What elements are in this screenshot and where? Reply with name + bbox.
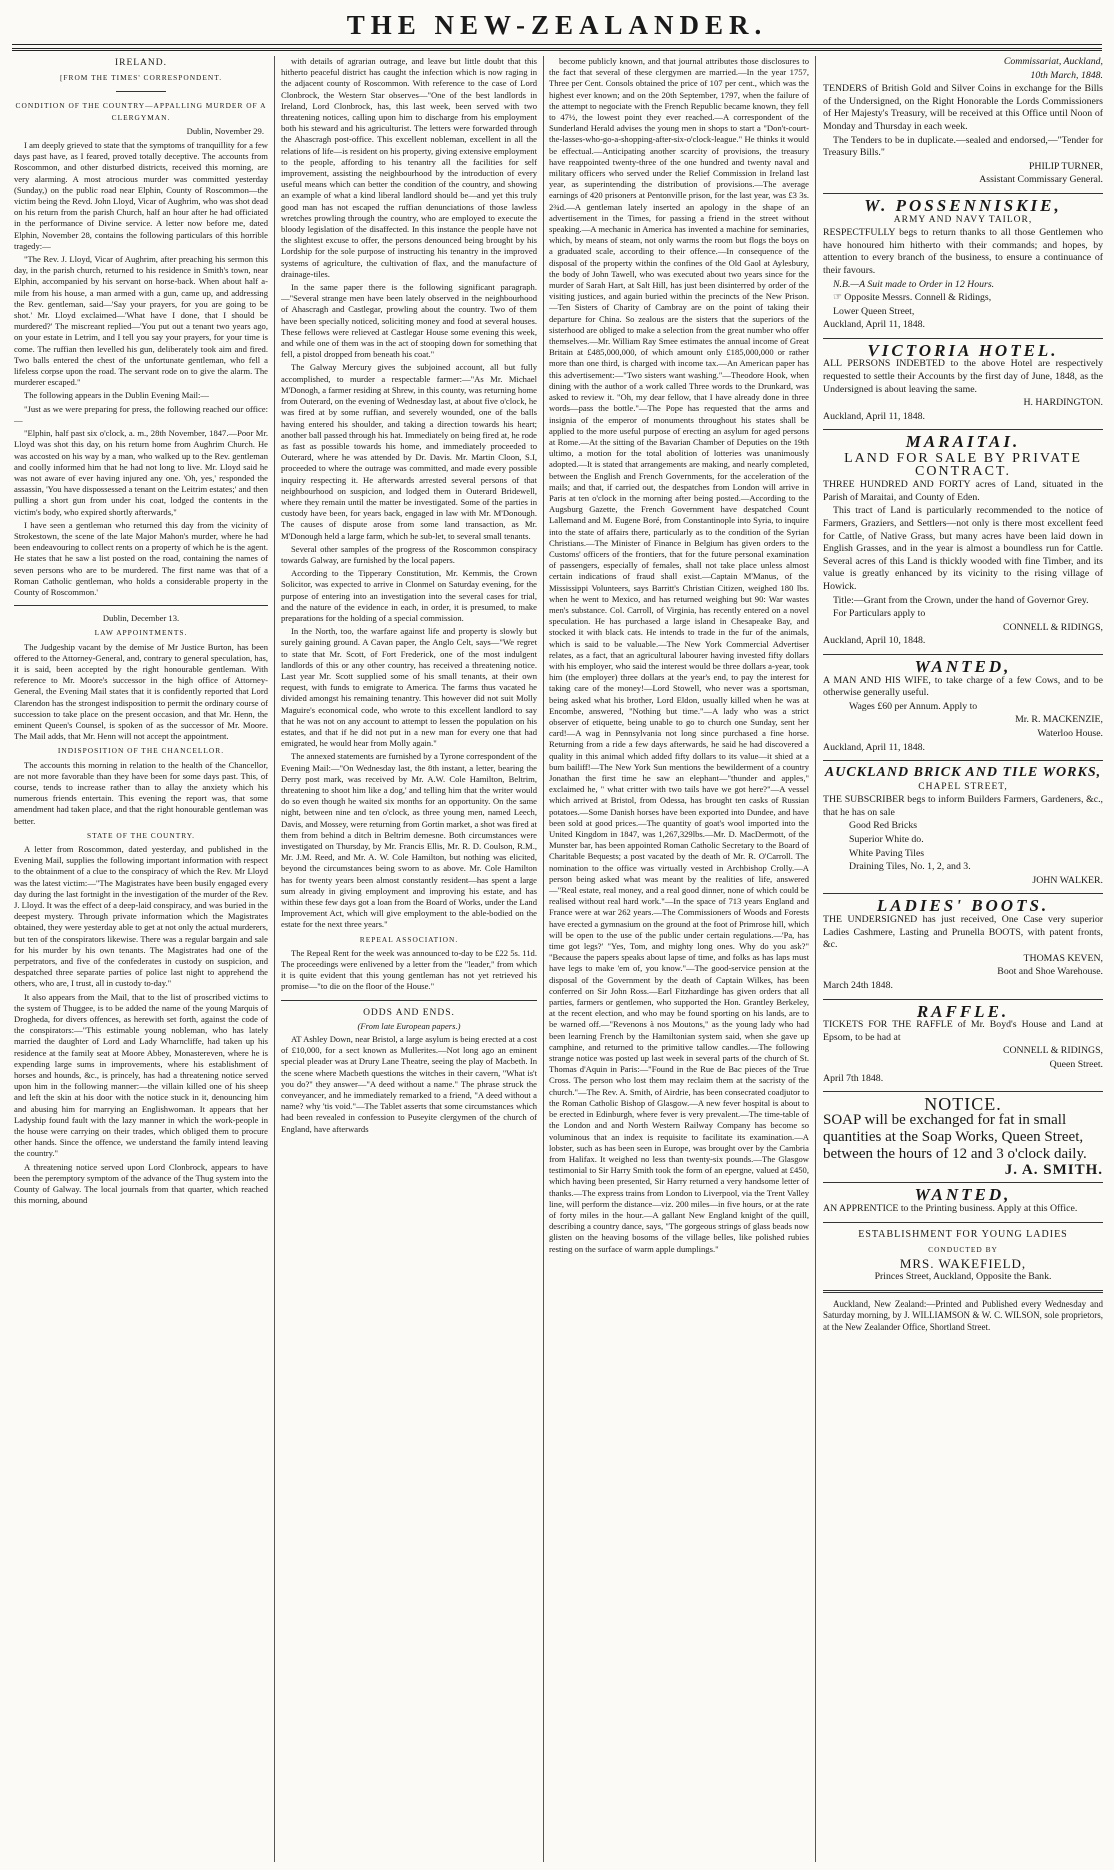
ad-title: NOTICE. [924,1094,1002,1115]
ad-title: MARAITAI. [905,432,1021,452]
paragraph: In the North, too, the warfare against life and property is slowly but surely gaining ground. A Cavan paper, the Anglo Celt, says—"We regret to state that Mr. Scott, of Fort Frederick, one of the most indulgent landlords of this or any other country, has received a threatening notice. Last year Mr. Scott supplied some of his small tenants, at their own request, with funds to emigrate to America. The farms thus vacated he divided amongst his remaining tenantry. This however did not suit Molly Maguire's economical code, who wrote to this excellent landlord to say that he was not on any account to attempt to lessen the population on his estates, and that if he did not put in a new man for every one that had emigrated, he would hear from Molly again." [281,626,537,749]
paragraph: The accounts this morning in relation to the health of the Chancellor, are not more favorable than they have been for some days past. This, of course, tends to increase rather than to allay the anxiety which his numerous friends entertain. This evening the report was, that some amendment had taken place, and that the right honourable gentleman was better. [14,759,268,826]
ad-address: ☞ Opposite Messrs. Connell & Ridings, [833,292,992,304]
printer-imprint: Auckland, New Zealand:—Printed and Published every Wednesday and Saturday morning, by J. WILLIAMSON & W. C. WILSON, sole proprietors, at the New Zealander Office, Shortland Street. [823,1298,1103,1332]
ad-wages: Wages £60 per Annum. Apply to [849,700,978,712]
ad-body: THREE HUNDRED AND FORTY acres of Land, situated in the Parish of Maraitai, and County of Eden. [823,479,1103,503]
ad-name: MRS. WAKEFIELD, [899,1255,1027,1271]
paragraph: It also appears from the Mail, that to the list of proscribed victims to the system of Thuggee, is to be added the name of the young Marquis of Drogheda, for divers offences, as herewith set forth, against the code of the conspirators:—"This estimable young nobleman, who has lately married the daughter of Lord and Lady Wharncliffe, had taken up his residence at the family seat at Moore Abbey, Monastereven, where he is expending large sums in improvements, where his establishment of horses and hounds, &c., is princely, has had a threatening notice served upon him in the following manner:—the villain killed one of his sheep and left the skin at his door with the notice stuck in it, denouncing him and abusing him for marrying an Englishwoman. It appears that her Ladyship found fault with the lazy manner in which the work-people in the house were carrying on their trades, which obliged them to procure other hands. Since the offence, we understand the family intend leaving the country." [14,991,268,1159]
ad-separator [823,338,1103,339]
ad-separator [823,1290,1103,1293]
ad-body: Title:—Grant from the Crown, under the hand of Governor Grey. [833,594,1089,606]
ad-item: Superior White do. [849,834,924,846]
ad-maraitai [823,432,1103,648]
ad-date: Auckland, April 11, 1848. [823,410,925,422]
ad-victoria-hotel [823,340,1103,424]
ad-possenniskie [823,195,1103,332]
ad-subtitle: LAND FOR SALE BY PRIVATE CONTRACT. [844,451,1082,479]
column-divider [815,56,816,1862]
ad-separator [823,193,1103,194]
ad-signer: CONNELL & RIDINGS, [1002,621,1103,633]
ad-signer-address: Boot and Shoe Warehouse. [997,966,1103,978]
paragraph: The Repeal Rent for the week was announced to-day to be £22 5s. 11d. The proceedings were enlivened by a letter from the "leader," from which it is quite evident that this young gentleman has not yet retrieved his promise—"to die on the floor of the House." [281,947,537,992]
ad-date: Auckland, April 11, 1848. [823,741,925,753]
paragraph: The annexed statements are furnished by a Tyrone correspondent of the Evening Mail:—"On Wednesday last, the 8th instant, a letter, bearing the Derry post mark, was received by Mr. A.W. Cole Hamilton, Beltrim, threatening to shoot him like a dog,' and telling him that the writer would do so even though he waited six months for an opportunity. On the same night, between nine and ten o'clock, as three young men, named Leech, Davis, and Mossey, were returning from Gortin market, a shot was fired at them from behind a ditch in Beltrim demesne. Both circumstances were investigated on Thursday, by Mr. Francis Ellis, Mr. R. D. Coulson, R.M., Mr. J.M. Reed, and Mr. A. W. Cole Hamilton, but nothing was elicited, beyond the circumstances being sworn to as above. Mr. Cole Hamilton has for twenty years been almost constantly resident—has spent a large sum already in giving employment and improving his estate, and has within these few days got a loan from the Board of Works, under the Land Improvement Act, which will give employment to the able-bodied on the estate for the next three years." [281,751,537,930]
ad-body: For Particulars apply to [833,608,926,620]
ad-signer: THOMAS KEVEN, [1023,952,1103,964]
dateline: Dublin, December 13. [102,613,180,624]
column-divider [543,56,544,1862]
ad-title: VICTORIA HOTEL. [867,340,1059,360]
ad-body: TENDERS of British Gold and Silver Coins in exchange for the Bills of the Undersigned, on the Right Honorable the Lords Commissioners of Her Majesty's Treasury, will be received at this Office until Noon of Monday and Thursday in each week. [823,83,1103,132]
ad-body: RESPECTFULLY begs to return thanks to all those Gentlemen who have honoured him hitherto with their commands; and hopes, by attention to every branch of the business, to ensure a continuance of their favours. [823,227,1103,276]
separator [281,1000,537,1001]
ad-soap-notice [823,1094,1103,1178]
subheading: CONDITION OF THE COUNTRY—APPALLING MURDER OF A CLERGYMAN. [15,101,267,122]
paragraph: A threatening notice served upon Lord Clonbrock, appears to have been the peremptory symptom of the advance of the Thug system into the County of Galway. The local journals from that quarter, which reached this morning, abound [14,1161,268,1206]
masthead-rule [12,44,1102,45]
column-odds-and-ends [549,56,809,1862]
ad-commissariat [823,56,1103,187]
ad-signer-address: Waterloo House. [1037,727,1103,739]
paragraph: A letter from Roscommon, dated yesterday, and published in the Evening Mail, supplies the following important information with respect to the obtainment of a clue to the conspiracy of which the Rev. Mr Lloyd was the latest victim:—"The Magistrates have been busily engaged every day during the last fortnight in the investigation of the murder of the Rev. J. Lloyd. It was the effect of a deep-laid conspiracy, and was buried in the deepest mystery. Through private information which the Magistrates obtained, they were yesterday able to get at not only the actual murderers, but ten of the conspirators likewise. There was a regular bargain and sale for his murder by his own tenants. The Magistrates had one of the perpetrators, and five of the confederates in custody on suspicion, and despatched three separate parties of police last night to apprehend the others, who are, I trust, all in custody to-day." [14,844,268,989]
ad-body: TICKETS FOR THE RAFFLE of Mr. Boyd's House and Land at Epsom, to be had at [823,1019,1103,1043]
ad-note: N.B.—A Suit made to Order in 12 Hours. [833,278,995,290]
ad-body: ALL PERSONS INDEBTED to the above Hotel are respectively requested to settle their Accounts by the first day of June, 1848, as the Undersigned is about leaving the same. [823,358,1103,395]
ad-title: WANTED, [914,656,1012,676]
paragraph: In the same paper there is the following significant paragraph.—"Several strange men have been lately observed in the neighbourhood of Ahascragh and Castlegar, prowling about the country. Two of them have been specially noticed, soliciting money and food at several houses. These fellows were relieved at Castlegar House some evening this week, and while one of them was in the act of stooping down for something that fell, a pistol dropped from beneath his coat." [281,282,537,360]
ad-place: Commissariat, Auckland, [1003,56,1103,67]
ad-conducted-by: CONDUCTED BY [928,1245,998,1255]
ad-raffle [823,1001,1103,1086]
newspaper-title: THE NEW-ZEALANDER. [346,10,768,40]
column-ireland-continued [281,56,537,1862]
ad-brick-works [823,767,1103,887]
section-source: (From late European papers.) [357,1020,461,1031]
ad-title: LADIES' BOOTS. [876,896,1050,916]
ad-date: Auckland, April 11, 1848. [823,319,925,331]
ad-signer-title: Assistant Commissary General. [979,174,1103,186]
ad-body: SOAP will be exchanged for fat in small quantities at the Soap Works, Queen Street, between the hours of 12 and 3 o'clock daily. [823,1111,1087,1162]
dateline: Dublin, November 29. [186,125,264,136]
paragraph: The Galway Mercury gives the subjoined account, all but fully accomplished, to murder a respectable farmer:—"As Mr. Michael M'Donogh, a farmer residing at Shrew, in this county, was returning home from Outerard, on the evening of Wednesday last, at about five o'clock, he was fired at by some ruffian, and severely wounded, one of the balls having entered his shoulder, and taking a direction towards his heart; another ball passed through his hat. Immediately on being fired at, he rode as fast as possible towards his home, and immediately proceeded to Outerard, where he was attended by Dr. Davis. Mr. Martin Cloon, S.I, proceeded to where the outrage was committed, and made every possible inquiry respecting it. He afterwards arrested several persons of that neighbourhood on suspicion, and lodged them in Outerard Bridewell, where they remain until the matter be investigated. Some of the parties in custody have been, for years back, engaged in law with Mr. M'Donough. The causes of dispute arose from some land transaction, as Mr. M'Donough held a large farm, which he sub-let, to several small tenants. [281,362,537,541]
ad-signer: PHILIP TURNER, [1028,160,1103,172]
ad-date: April 7th 1848. [823,1072,884,1084]
ad-item: Draining Tiles, No. 1, 2, and 3. [849,861,971,873]
ad-separator [823,1091,1103,1092]
subheading: INDISPOSITION OF THE CHANCELLOR. [57,746,225,756]
ad-signer: H. HARDINGTON. [1023,397,1103,409]
paragraph: Several other samples of the progress of the Roscommon conspiracy towards Galway, are furnished by the local papers. [281,543,537,565]
ad-separator [823,760,1103,761]
subheading: REPEAL ASSOCIATION. [359,934,459,944]
ad-title: W. POSSENNISKIE, [864,195,1062,215]
source-line: [FROM THE TIMES' CORRESPONDENT. [59,73,223,83]
masthead [0,0,1114,50]
paragraph: "Elphin, half past six o'clock, a. m., 28th November, 1847.—Poor Mr. Lloyd was shot this day, on his return home from Aughrim Church. He was accosted on his way by a man, who walked up to the Rev. gentleman and coolly informed him that he had not long to live. Mr. Lloyd said he was not aware of ever having injured any one. 'Oh, yes,' responded the assassin, 'You have dispossessed a tenant on the Leitrim estates;' and then pulling a short gun from under his coat, lodged the contents in the victim's body, who expired shortly afterwards," [14,428,268,517]
ad-item: White Paving Tiles [849,847,925,859]
ad-ladies-boots [823,896,1103,992]
paragraph: The Judgeship vacant by the demise of Mr Justice Burton, has been offered to the Attorney-General, and, contrary to general speculation, has, it is said, been accepted by the right honourable gentleman. With reference to Mr. Moore's successor in the high office of Attorney-General, the Evening Mail states that it is confidently reported that Lord Clarendon has the strongest indisposition to permit the ordinary course of succession to take place on the present occasion, and that Mr. Henn, the eminent Queen's Counsel, is spoken of as the successor of Mr. Moore. The Mail adds, that Mr. Henn will not accept the appointment. [14,641,268,742]
subheading: LAW APPOINTMENTS. [94,628,188,638]
ad-separator [823,429,1103,430]
ad-separator [823,1182,1103,1183]
paragraph: I have seen a gentleman who returned this day from the vicinity of Strokestown, the scene of the late Major Mahon's murder, where he had been endeavouring to collect rents on a property of which he is the agent. He states that he saw a list posted on the road, containing the names of seven persons who are to be murdered. The first name was that of a Roman Catholic gentleman, who holds a considerable property in the County of Roscommon.' [14,519,268,597]
ad-signer: CONNELL & RIDINGS, [1002,1045,1103,1057]
paragraph: I am deeply grieved to state that the symptoms of tranquillity for a few days past have, as I feared, proved totally deceptive. The accounts from Roscommon, and other disturbed districts, received this morning, are very alarming. A most atrocious murder was committed yesterday (Sunday,) on the public road near Elphin, County of Roscommon—the victim being the Revd. John Lloyd, Vicar of Aughrim, who was shot dead on his return from the parish Church, half an hour after he had officiated in the performance of Divine service. A letter now before me, dated Elphin, November 28, contains the following particulars of this horrible tragedy:— [14,140,268,251]
paragraph: AT Ashley Down, near Bristol, a large asylum is being erected at a cost of £10,000, for a sect known as Mullerites.—Not long ago an eminent special pleader was at Drury Lane Theatre, seeing the play of Macbeth. In the scene where Macbeth questions the witches in their cavern, "What is't you do?" they answer—"A deed without a name." The phrase struck the conveyancer, and he immediately remarked to a friend, "A deed without a name? why 'tis void."—The Tablet asserts that some circumstances which had been revealed in confession to Puseyite clergymen of the church of England, have afterwards [281,1034,537,1134]
ad-address: Lower Queen Street, [833,305,915,317]
paragraph: According to the Tipperary Constitution, Mr. Kemmis, the Crown Solicitor, was expected to arrive in Clonmel on Saturday evening, for the purpose of entering into an investigation into the several cases for trial, and the nature of the evidence in each, in order, it is presumed, to make preparations for the holding of a special commission. [281,568,537,623]
ad-title: AUCKLAND BRICK AND TILE WORKS, [824,765,1102,781]
paragraph: become publicly known, and that journal attributes those disclosures to the fact that several of these clergymen are married.—In the year 1757, Three per Cent. Consols obtained the price of 107 per cent., which was the highest ever known; and on the 20th September, 1797, when the failure of the attempt to negociate with the French Republic became known, they fell to 47½, the lowest point they ever reached.—A correspondent of the Sunderland Herald advises the young men in shops to start a "Don't-court-the-lasses-who-go-a-shopping-after-six-o'clock-league." He thinks it would be effectual.—Anticipating another scarcity of provisions, the treasury have reappointed twenty-three of the one hundred and twenty naval and military officers who served under the Relief Commission in Ireland last year, as superintending the distribution of provisions.—The average earnings of 420 prisoners at Pentonville prison, for the last year, was £3 3s. 2¾d.—A gentleman lately inserted an apology in the shape of an advertisement in the Times, for passing a friend in the street without speaking.—A mechanic in America has invented a machine for seminaries, which, by means of steam, not only warms the room but flogs the boys on a graduated scale, according to their offence.—In consequence of the disposal of the property within the confines of the Old Gaol at Aylesbury, the body of John Tawell, who was executed about two years since for the murder of Sarah Hart, at Salt Hill, has just been disinterred by order of the visiting justices, and again buried within the precincts of the New Prison.—Ten Sisters of Charity of Cambray are on the point of taking their departure for China. So zealous are the sisters that the superiors of the sisterhood are obliged to make a selection from the great number who offer themselves.—Mr. William Ray Smee estimates the annual income of Great Britain at £485,000,000, of which amount only £185,000,000 or rather more than one third, is charged with income tax.—An American paper has this advertisement:—"Two sisters want washing."—Theodore Hook, when dining with the author of a work called Three words to the Drunkard, was asked to review it. "Oh, my dear fellow, that I have already done in three words—pass the bottle."—The Pope has requested that the arms and insignia of the emperor of monuments throughout his states shall be applied to the more useful purpose of erecting an asylum for aged persons at Rome.—At the sitting of the Bavarian Chamber of Deputies on the 19th ultimo, a motion for the total abolition of lotteries was unanimously adopted.—It is stated that arrangements are making, and nearly completed, between the English and French Governments, for the acceleration of the mails; and that, if carried out, the despatches from London will arrive in Paris at ten o'clock in the morning after being posted.—According to the Augsburg Gazette, the French Government have despatched Count Lallemand and M. Eugene Boré, from Constantinople into Syria, to inquire into the state of affairs there, particularly as to the condition of the Syrian Christians.—The Minister of Finance in Belgium has given orders to the Customs' officers of the frontiers, that for the future personal examination of passengers, especially of females, shall not take place unless almost certain indications of fraud shall exist.—Captain M'Manus, of the Mississippi Volunteers, says Barritt's Christian Citizen, weighed 180 lbs. when he went to Mexico, and has returned weighing but 90: War wastes men's substance. Col. Carroll, of Virginia, has recently entered on a novel speculation. He has purchased a large island in Chesapeake Bay, and stocked it with black cats. He intends to trade in the fur of the animals, which is said to be valuable.—The New York Commercial Advertiser relates, as a fact, that an agricultural labourer having invested fifty dollars with his employer, who said the interest would be three dollars a-year, took him (the employer) three dollars at the year's end, to pay the interest for taking care of the money!—Lord Stowell, who never was a sportsman, being asked what his brother, Lord Eldon, usually killed when he was at Encombe, answered, "Nothing but time."—A lady who was a strict observer of etiquette, being unable to go to church one Sunday, sent her card!—A wag in Pennsylvania not long since purchased a fine horse. Returning from a ride a few days afterwards, he said he had discovered a quality in this animal which added fifty dollars to its value—it shied at a bum bailiff!—The New York Sun mentions the bewilderment of a country Jonathan the first time he saw an elephant—"thunder and apples," exclaimed he, " what critter with two tails have we got here?"—A vessel which arrived at Bristol, from Odessa, has brought ten casks of Russian potatoes.—Some Danish horses have been exported into Dundee, and have been sold at good prices.—The quantity of goat's wool imported into the United Kingdom in 1847, was 1,267,329lbs.—Mr. D. MacDermott, of the Munster bar, has been appointed Roman Catholic Secretary to the Board of Charitable Bequests; a post vacated by the death of Mr. R. O'Carroll. The nomination to the office was virtually vested in Archbishop Crolly.—A person being asked what was meant by the realities of life, answered—"Real estate, real money, and a real good dinner, none of which could be realised without real hard work."—In the space of 713 years England and France were at war 262 years.—The Commissioners of Woods and Forests have erected a gymnasium on the ground at the foot of Primrose hill, which will be open to the use of the public under certain regulations.—'Pa, has time got legs?' "Yes, Tom, and mighty long ones. Why do you ask?" "Because the papers speaks about lapse of time, and folks as has laps must have legs to make 'em of, you know."—The good-service pension at the disposal of the Government by the death of Captain Wilkes, has been conferred on Sir John Ross.—Earl Fitzhardinge has given orders that all parties, farmers or gentlemen, who supported the Hon. Grantley Berkeley, at the recent election, and who may be found sporting on his lands, are to be warned off.—"Revenons à nos Moutons," as the young lady who had been learning French by the Hamiltonian system said, when she gave up camphine, and returned to the primitive tallow candles.—The following strange notice was posted up last week in several parts of the church of St. Thomas d'Aquin in Paris:—"Found in the Rue de Bac pieces of the True Cross. The person who lost them may reclaim them at the sacristy of the church."—The Rev. A. Smith, of Airdrie, has been consecrated coadjutor to the Roman Catholic Bishop of Glasgow.—A new fever hospital is about to be erected in Edinburgh, where fever is very prevalent.—The time-table of the London and and North Western Railway Company has become so voluminous that an index is requisite to facilitate its examination.—A lobster, such as has been seen in Europe, was brought over by the Cambria from Halifax. It weighed no less than twenty-six pounds.—The Glasgow testimonial to Sir Harry Smith took the form of an epergne, valued at £450, which having been presented, Sir Harry returned a very handsome letter of thanks.—The express trains from London to Liverpool, via the Trent Valley line, will perform the distance—viz. 200 miles—in five hours, or at the rate of forty miles in the hour.—A gallant New England knight of the quill, describing a country dance, says, "The gorgeous strings of glass beads now glisten on the heaving bosoms of the village belles, like polished rubies resting on the surface of warm apple dumplings." [549,56,809,1254]
short-rule [116,91,166,92]
paragraph: "Just as we were preparing for press, the following reached our office:— [14,403,268,425]
paragraph: The following appears in the Dublin Evening Mail:— [24,390,209,401]
ad-body: AN APPRENTICE to the Printing business. Apply at this Office. [823,1202,1078,1214]
column-ireland [14,56,268,1862]
ad-subtitle: ARMY AND NAVY TAILOR, [893,214,1033,225]
ad-title: ESTABLISHMENT FOR YOUNG LADIES [858,1228,1068,1240]
ad-wanted-man-wife [823,656,1103,754]
ad-body: A MAN AND HIS WIFE, to take charge of a few Cows, and to be otherwise generally useful. [823,674,1103,699]
paragraph: with details of agrarian outrage, and leave but little doubt that this hitherto peaceful district has caught the infection which is now raging in the adjacent county of Roscommon. With reference to the case of Lord Clonbrock, the Western Star observes—"One of the best landlords in Ireland, Lord Clonbrock, has, this last week, been served with two threatening notices, calling upon him to discharge from his employment both his steward and his agriculturist. The letters were forwarded through the Ahascragh post-office. This excellent nobleman, excellent in all the relations of life—is resident on his property, giving extensive employment to the people, affording to his tenantry all the facilities for self improvement, assisting the neighbourhood by the introduction of every useful means which can better the condition of the country, and showing an example of what a kind liberal landlord should be—and yet this truly good man has not escaped the ruffian denunciations of those lawless wretches prowling through the country, who are employed to execute the bloody legislation of the disaffected. In this instance the people have not the slightest excuse to offer, the persons denounced being brought by his Lordship for the sole purpose of instructing his tenantry in the improved systems of agriculture, the cultivation of flax, and the manufacture of drainage-tiles. [281,56,537,279]
ad-signer: Mr. R. MACKENZIE, [1015,714,1103,726]
ad-separator [823,999,1103,1000]
ad-body: THE SUBSCRIBER begs to inform Builders Farmers, Gardeners, &c., that he has on sale [823,794,1103,818]
ad-date: March 24th 1848. [823,980,893,991]
ad-date: 10th March, 1848. [1030,69,1103,81]
ad-body: This tract of Land is particularly recommended to the notice of Farmers, Graziers, and Settlers—not only is there most excellent feed for Cattle, of Native Grass, but many acres have been laid down in English Grasses, and in the year is almost a boundless run for Cattle. Several acres of this Land is thickly wooded with fine Timber, and its value is greatly enhanced by its vicinity to the rising village of Howick. [823,505,1103,592]
paragraph: "The Rev. J. Lloyd, Vicar of Aughrim, after preaching his sermon this day, in the parish church, returned to his residence in Smith's town, near Elphin, accompanied by his servant on horse-back. When about half a-mile from his house, a man armed with a gun, came up, and addressing the Rev. gentleman, said—'Say your prayers, for you are going to be shot.' Mr. Lloyd exclaimed—'What have I done, that I should be murdered?' The miscreant replied—'You put out a tenant two years ago, on your estate in Letrim, and I tell you say your prayers, for your time is come. The ruffian then levelled his gun, deliberately took aim and fired. Two balls entered the chest of the unfortunate gentleman, who fell a lifeless corpse upon the road. The servant rode on to give the alarm. The murderer escaped." [14,254,268,388]
ad-address: Princes Street, Auckland, Opposite the Bank. [874,1271,1052,1283]
ad-body: The Tenders to be in duplicate.—sealed and endorsed,—"Tender for Treasury Bills." [823,134,1103,159]
ad-separator [823,1222,1103,1223]
masthead-double-rule [12,48,1102,51]
ad-item: Good Red Bricks [849,820,918,832]
ad-title: WANTED, [914,1185,1012,1205]
ad-separator [823,654,1103,655]
column-advertisements [823,56,1103,1862]
subheading: STATE OF THE COUNTRY. [86,830,195,840]
ad-date: Auckland, April 10, 1848. [823,635,926,647]
section-heading: IRELAND. [114,58,168,68]
ad-signer: J. A. SMITH. [1004,1161,1103,1178]
ad-signer-address: Queen Street. [1049,1058,1103,1070]
section-heading: ODDS AND ENDS. [363,1007,455,1018]
ad-subtitle: CHAPEL STREET, [918,781,1008,792]
ad-signer: JOHN WALKER. [1032,874,1103,886]
ad-young-ladies-school [823,1229,1103,1284]
separator [14,605,268,606]
ad-body: THE UNDERSIGNED has just received, One Case very superior Ladies Cashmere, Lasting and Prunella BOOTS, with patent fronts, &c. [823,914,1103,951]
column-divider [274,56,275,1862]
ad-title: RAFFLE. [916,1001,1010,1021]
ad-separator [823,893,1103,894]
ad-wanted-apprentice [823,1185,1103,1215]
